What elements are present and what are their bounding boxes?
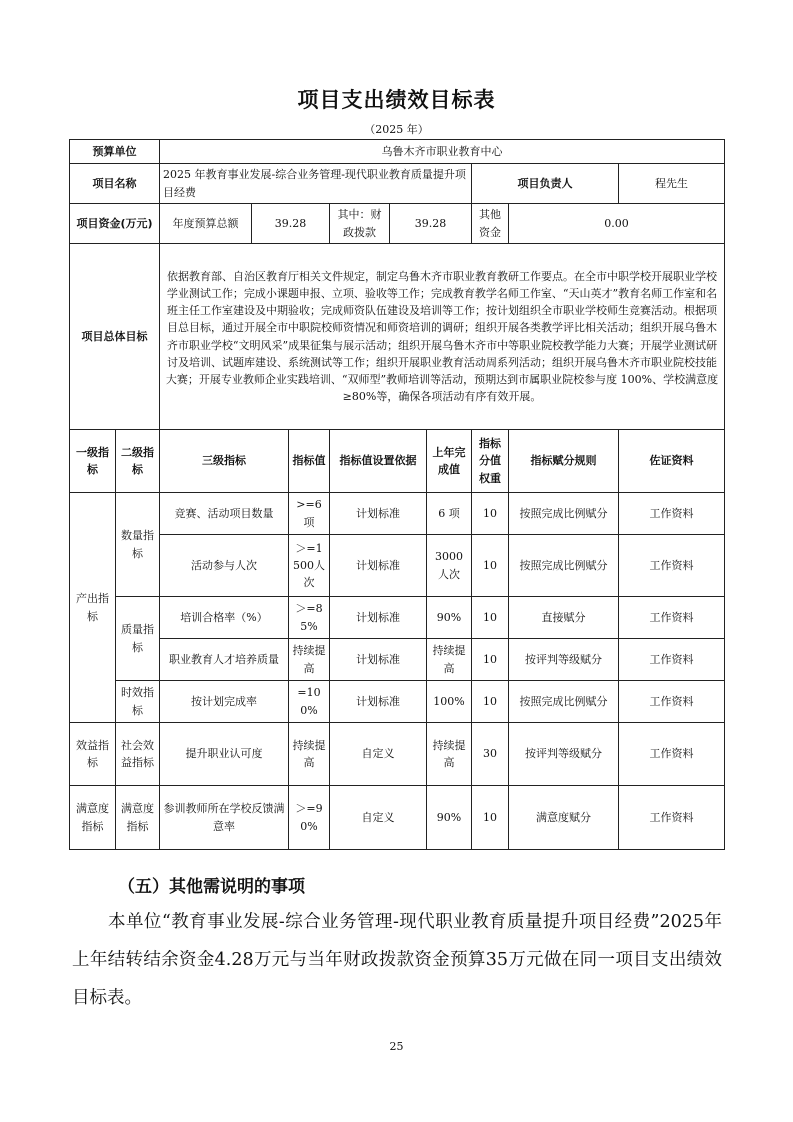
- indicator-rule: 按照完成比例赋分: [509, 535, 619, 597]
- header-level1: 一级指标: [70, 430, 116, 493]
- indicator-name: 竞赛、活动项目数量: [160, 493, 289, 535]
- indicator-last-value: 持续提高: [427, 723, 472, 786]
- project-name-label: 项目名称: [70, 164, 160, 204]
- header-level3: 三级指标: [160, 430, 289, 493]
- indicator-basis: 自定义: [330, 786, 427, 850]
- indicator-name: 按计划完成率: [160, 681, 289, 723]
- indicator-value: 持续提高: [289, 723, 330, 786]
- indicator-sub-timeliness: 时效指标: [116, 681, 160, 723]
- indicator-rule: 按照完成比例赋分: [509, 681, 619, 723]
- indicator-weight: 10: [472, 535, 509, 597]
- indicator-evidence: 工作资料: [619, 786, 725, 850]
- indicator-name: 提升职业认可度: [160, 723, 289, 786]
- header-rule: 指标赋分规则: [509, 430, 619, 493]
- indicator-value: ＞=85%: [289, 597, 330, 639]
- indicator-last-value: 持续提高: [427, 639, 472, 681]
- header-evidence: 佐证资料: [619, 430, 725, 493]
- other-funds-value: 0.00: [509, 204, 725, 244]
- indicator-evidence: 工作资料: [619, 681, 725, 723]
- indicator-basis: 计划标准: [330, 681, 427, 723]
- indicator-name: 参训教师所在学校反馈满意率: [160, 786, 289, 850]
- overall-goal-text: 依据教育部、自治区教育厅相关文件规定，制定乌鲁木齐市职业教育教研工作要点。在全市中职学校开展职业学校学业测试工作；完成小课题申报、立项、验收等工作；完成教育教学名师工作室、“天山英才”教育名师工作室和名班主任工作室建设及中期验收；完成师资队伍建设及培训等工作；按计划组织全市职业学校师生竞赛活动。根据项目总目标，通过开展全市中职院校师资情况和师资培训的调研；组织开展各类教学评比相关活动；组织开展乌鲁木齐市职业学校“文明风采”成果征集与展示活动；组织开展乌鲁木齐市中等职业院校教学能力大赛；开展学业测试研讨及培训、试题库建设、系统测试等工作；组织开展职业教育活动周系列活动；组织开展乌鲁木齐市职业院校技能大赛；开展专业教师企业实践培训、“双师型”教师培训等活动，预期达到市属职业院校参与度 100%、学校满意度≥80%等，确保各项活动有序有效开展。: [160, 244, 725, 430]
- page-title: 项目支出绩效目标表: [297, 88, 496, 112]
- indicator-rule: 满意度赋分: [509, 786, 619, 850]
- header-value: 指标值: [289, 430, 330, 493]
- indicator-value: >=6项: [289, 493, 330, 535]
- indicator-name: 活动参与人次: [160, 535, 289, 597]
- indicator-value: ＞=1500人次: [289, 535, 330, 597]
- indicator-evidence: 工作资料: [619, 535, 725, 597]
- annual-budget-value: 39.28: [252, 204, 330, 244]
- indicator-name: 职业教育人才培养质量: [160, 639, 289, 681]
- indicator-group-output: 产出指标: [70, 493, 116, 723]
- indicator-last-value: 100%: [427, 681, 472, 723]
- section-title: （五）其他需说明的事项: [118, 877, 305, 897]
- indicator-rule: 按照完成比例赋分: [509, 493, 619, 535]
- indicator-basis: 计划标准: [330, 597, 427, 639]
- fiscal-allocation-label: 其中：财政拨款: [330, 204, 390, 244]
- indicator-sub-quantity: 数量指标: [116, 493, 160, 597]
- indicator-last-value: 90%: [427, 597, 472, 639]
- indicator-name: 培训合格率（%）: [160, 597, 289, 639]
- indicator-evidence: 工作资料: [619, 597, 725, 639]
- indicator-weight: 10: [472, 786, 509, 850]
- funds-label: 项目资金(万元): [70, 204, 160, 244]
- project-manager-value: 程先生: [619, 164, 725, 204]
- indicator-weight: 30: [472, 723, 509, 786]
- header-weight: 指标分值权重: [472, 430, 509, 493]
- indicator-value: ＞=90%: [289, 786, 330, 850]
- indicator-weight: 10: [472, 493, 509, 535]
- table-row: [70, 681, 725, 723]
- explanation-paragraph: 本单位“教育事业发展-综合业务管理-现代职业教育质量提升项目经费”2025年上年结转结余资金4.28万元与当年财政拨款资金预算35万元做在同一项目支出绩效目标表。: [72, 912, 722, 1008]
- overall-goal-label: 项目总体目标: [70, 244, 160, 430]
- indicator-basis: 自定义: [330, 723, 427, 786]
- indicator-basis: 计划标准: [330, 493, 427, 535]
- indicator-evidence: 工作资料: [619, 639, 725, 681]
- annual-budget-label: 年度预算总额: [160, 204, 252, 244]
- table-row: [70, 786, 725, 850]
- indicator-weight: 10: [472, 597, 509, 639]
- budget-unit-label: 预算单位: [70, 140, 160, 164]
- project-name-row: [70, 164, 725, 204]
- indicator-rule: 按评判等级赋分: [509, 723, 619, 786]
- indicator-rule: 按评判等级赋分: [509, 639, 619, 681]
- table-row: [70, 723, 725, 786]
- project-manager-label: 项目负责人: [472, 164, 619, 204]
- year-label: （2025 年）: [364, 123, 429, 136]
- overall-goal-row: [70, 244, 725, 430]
- indicator-value: 持续提高: [289, 639, 330, 681]
- fiscal-allocation-value: 39.28: [390, 204, 472, 244]
- header-level2: 二级指标: [116, 430, 160, 493]
- other-funds-label: 其他资金: [472, 204, 509, 244]
- indicator-basis: 计划标准: [330, 639, 427, 681]
- header-basis: 指标值设置依据: [330, 430, 427, 493]
- budget-unit-value: 乌鲁木齐市职业教育中心: [160, 140, 725, 164]
- indicator-evidence: 工作资料: [619, 723, 725, 786]
- indicator-sub-social: 社会效益指标: [116, 723, 160, 786]
- indicator-sub-satisfaction: 满意度指标: [116, 786, 160, 850]
- page-number: 25: [389, 1040, 404, 1053]
- indicator-weight: 10: [472, 639, 509, 681]
- table-row: [70, 639, 725, 681]
- indicator-header-row: [70, 430, 725, 493]
- indicator-basis: 计划标准: [330, 535, 427, 597]
- indicator-value: =100%: [289, 681, 330, 723]
- budget-unit-row: [70, 140, 725, 164]
- indicator-last-value: 90%: [427, 786, 472, 850]
- table-row: [70, 597, 725, 639]
- table-row: [70, 535, 725, 597]
- indicator-evidence: 工作资料: [619, 493, 725, 535]
- table-row: [70, 493, 725, 535]
- indicator-group-benefit: 效益指标: [70, 723, 116, 786]
- indicator-rule: 直接赋分: [509, 597, 619, 639]
- performance-table: [69, 139, 725, 850]
- funds-row: [70, 204, 725, 244]
- indicator-last-value: 3000人次: [427, 535, 472, 597]
- header-last-half: 上年完成值: [427, 430, 472, 493]
- indicator-group-satisfaction: 满意度指标: [70, 786, 116, 850]
- indicator-last-value: 6 项: [427, 493, 472, 535]
- indicator-sub-quality: 质量指标: [116, 597, 160, 681]
- indicator-weight: 10: [472, 681, 509, 723]
- project-name-value: 2025 年教育事业发展-综合业务管理-现代职业教育质量提升项目经费: [160, 164, 472, 204]
